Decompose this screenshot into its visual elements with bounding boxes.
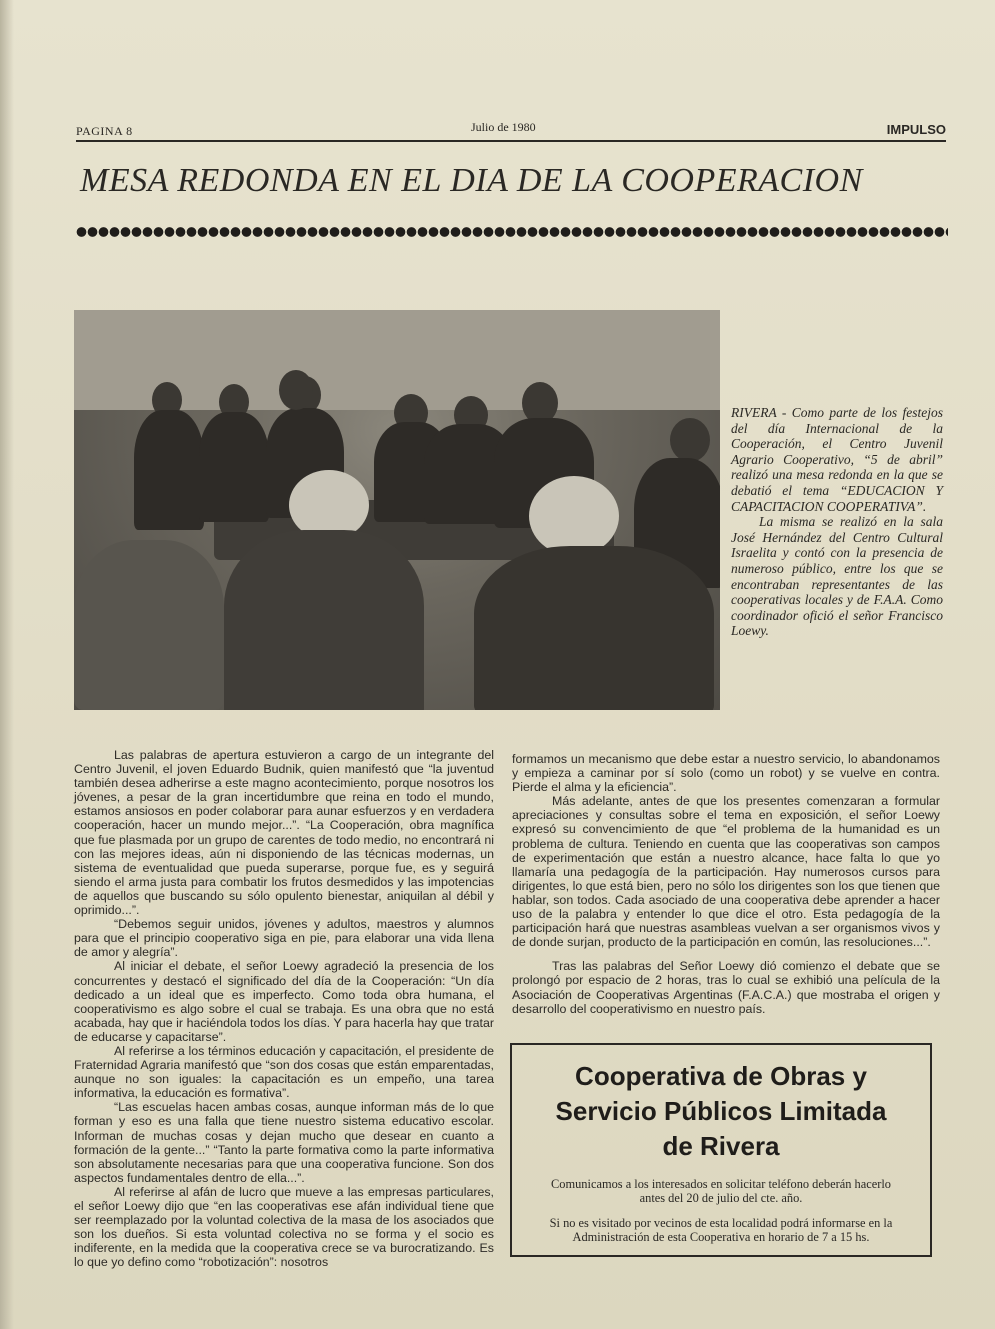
caption-paragraph: La misma se realizó en la sala José Hernández del Centro Cultural Israelita y contó con la presencia de numeroso público, entre los que se encontraban representantes de las cooperativas locales y de F.A.A. Como coordinador ofició el señor Francisco Loewy. <box>731 514 943 639</box>
article-paragraph: Al iniciar el debate, el señor Loewy agradeció la presencia de los concurrentes y destacó el significado del día de la Cooperación: “Un día dedicado a un ideal que es imperfecto. Como toda obra humana, el cooperativismo es algo sobre el cual se trabaja. Es una obra que no está acabada, hay que ir haciéndola todos los días. Y para hacerla hay que tratar de educarse y capacitarse”. <box>74 959 494 1044</box>
photo-person <box>279 370 313 410</box>
article-paragraph: “Las escuelas hacen ambas cosas, aunque informan más de lo que forman y eso es una falla que tiene nuestro sistema educativo escolar. Informan de muchas cosas y dejan mucho que desear en cuanto a formación de la gente...” “Tanto la parte formativa como la parte informativa son absolutamente necesarias para que una cooperativa funcione. Son dos aspectos fundamentales dentro de ella...”. <box>74 1100 494 1185</box>
article-paragraph: Más adelante, antes de que los presentes comenzaran a formular apreciaciones y consultas sobre el tema en exposición, el señor Loewy expresó su convencimiento de que “el problema de la humanidad es un problema de cultura. Teniendo en cuenta que las cooperativas son campos de experimentación que están a nuestro alcance, hace falta lo que yo llamaría una pedagogía de la participación. Hay numerosos cursos para dirigentes, lo que está bien, pero no sólo los dirigentes son los que tienen que hablar, son todos. Cada asociado de una cooperativa debe aprender a hacer uso de la palabra y entender lo que dice el otro. Esta pedagogía de la participación hará que nuestras asambleas vuelvan a ser organismos vivos y de donde surjan, producto de la participación en común, las resoluciones...”. <box>512 794 940 950</box>
photo-person <box>134 410 204 530</box>
article-headline: MESA REDONDA EN EL DIA DE LA COOPERACION <box>80 162 863 199</box>
article-column-left <box>74 748 494 1269</box>
photo-person <box>199 412 269 522</box>
page-header <box>76 120 946 142</box>
article-paragraph: Al referirse a los términos educación y capacitación, el presidente de Fraternidad Agraria manifestó que “son dos cosas que están emparentadas, aunque no son iguales: la capacitación es un empeño, una tarea informativa, la educación es formativa”. <box>74 1043 494 1101</box>
article-paragraph: Tras las palabras del Señor Loewy dió comienzo el debate que se prolongó por espacio de 2 horas, tras lo cual se exhibió una película de la Asociación de Cooperativas Argentinas (F.A.C.A.) que mostraba el origen y desarrollo del cooperativismo en nuestro país. <box>512 959 940 1016</box>
advertisement-title <box>512 1059 930 1164</box>
article-paragraph: Las palabras de apertura estuvieron a cargo de un integrante del Centro Juvenil, el joven Eduardo Budnik, quien manifestó que “la juventud también desea adherirse a este magno acontecimiento, porque nosotros los jóvenes, a pesar de la gran incertidumbre que reina en todo el mundo, estamos ansiosos en poder colaborar para aunar esfuerzos y en verdadera cooperación, hacer un mundo mejor...”. “La Cooperación, obra magnífica que fue plasmada por un grupo de carentes de todo medio, no encontrará ni con las mejores ideas, aún ni disponiendo de las técnicas modernas, un sistema de eventualidad que pueda superarse, porque fue, es y seguirá siendo el arma justa para combatir los frutos desmedidos y las impotencias de aquellos que buscando su sólo opulento bienestar, aniquilan al débil y oprimido...”. <box>74 748 494 918</box>
photo-caption <box>731 405 943 639</box>
publication-name: IMPULSO <box>886 122 946 137</box>
dotted-rule <box>76 226 948 238</box>
photo-audience-head <box>529 476 619 556</box>
cooperative-advertisement <box>510 1043 932 1257</box>
caption-paragraph: RIVERA - Como parte de los festejos del día Internacional de la Cooperación, el Centro Juvenil Agrario Cooperativo, “5 de abril” realizó una mesa redonda en la que se debatió el tema “EDUCACION Y CAPACITACION COOPERATIVA”. <box>731 405 943 514</box>
advertisement-title-line: de Rivera <box>662 1131 780 1161</box>
advertisement-title-line: Cooperativa de Obras y <box>575 1061 867 1091</box>
advertisement-title-line: Servicio Públicos Limitada <box>555 1096 887 1126</box>
photo-person <box>670 418 710 462</box>
article-paragraph: “Debemos seguir unidos, jóvenes y adultos, maestros y alumnos para que el principio cooperativo siga en pie, para elaborar una vida llena de amor y alegría”. <box>74 917 494 960</box>
article-column-right <box>512 752 940 1016</box>
article-paragraph: Al referirse al afán de lucro que mueve a las empresas particulares, el señor Loewy dijo que “en las cooperativas ese afán individual tiene que ser reemplazado por la voluntad colectiva de la masa de los asociados que son los dueños. Si esta voluntad colectiva no se forma y el socio es indiferente, en la medida que la cooperativa crece se va burocratizando. Es lo que yo defino como “robotización”: nosotros <box>74 1184 494 1270</box>
photo-audience <box>224 530 424 710</box>
article-paragraph: formamos un mecanismo que debe estar a nuestro servicio, lo abandonamos y empieza a caminar por sí solo (como un robot) y se vuelve en contra. Pierde el alma y la eficiencia”. <box>512 752 940 795</box>
advertisement-notice: Comunicamos a los interesados en solicitar teléfono deberán hacerlo antes del 20 de julio del cte. año. <box>551 1177 891 1205</box>
advertisement-notice: Si no es visitado por vecinos de esta localidad podrá informarse en la Administración de esta Cooperativa en horario de 7 a 15 hs. <box>549 1216 893 1244</box>
page-number: PAGINA 8 <box>76 124 133 138</box>
issue-date: Julio de 1980 <box>471 120 536 134</box>
page-edge-shadow <box>0 0 14 1329</box>
photo-audience <box>74 540 224 710</box>
photo-audience <box>474 546 714 710</box>
event-photo <box>74 310 720 710</box>
